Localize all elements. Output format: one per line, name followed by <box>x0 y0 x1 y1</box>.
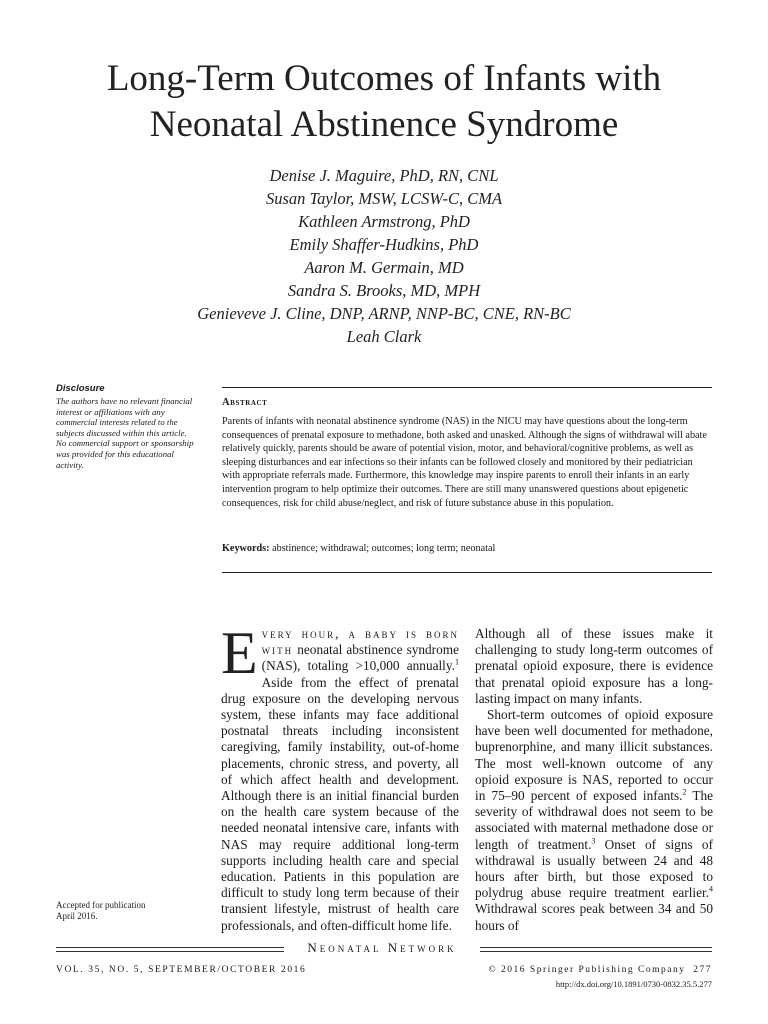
title-line-1: Long-Term Outcomes of Infants with <box>106 58 662 99</box>
disclosure-text-2: No commercial support or sponsorship was provided for this educational activity. <box>56 438 194 470</box>
author: Aaron M. Germain, MD <box>304 258 464 277</box>
abstract-heading: Abstract <box>222 397 268 408</box>
paragraph-text: neonatal abstinence syndrome (NAS), totaling >10,000 annually. <box>261 642 460 674</box>
reference-marker: 1 <box>455 657 459 667</box>
accepted-line-1: Accepted for publication <box>56 900 146 910</box>
keywords <box>222 543 712 554</box>
copyright-line <box>488 965 712 975</box>
author: Genieveve J. Cline, DNP, ARNP, NNP-BC, CNE, RN-BC <box>197 304 571 323</box>
author: Sandra S. Brooks, MD, MPH <box>287 281 481 300</box>
abstract-top-rule <box>222 387 712 388</box>
journal-name: Neonatal Network <box>307 940 457 955</box>
abstract-text: Parents of infants with neonatal abstinence syndrome (NAS) in the NICU may have questions about the long-term consequences of prenatal exposure to methadone, both asked and unasked. Although the signs of withdrawal will abate relatively quickly, parents should be aware of potential vision, motor, and behavioral/cognitive problems, as well as sleeping disturbances and ear infections so their infants can be followed closely and monitored by their pediatrician with appropriate referrals made. Furthermore, this knowledge may inspire parents to enroll their infants in an early intervention program to help optimize their outcomes. There are still many unanswered questions about epigenetic consequences, risk for child abuse/neglect, and risk of future substance abuse in this population. <box>222 416 707 509</box>
accepted-line-2: April 2016. <box>56 910 98 921</box>
body-column-left <box>221 620 460 934</box>
lead-in-small-caps: very hour, a baby is born with <box>261 626 459 658</box>
title-line-2: Neonatal Abstinence Syndrome <box>149 104 619 145</box>
author: Leah Clark <box>346 327 422 346</box>
accepted-note <box>56 900 206 921</box>
body-paragraph: Although all of these issues make it challenging to study long-term outcomes of prenatal opioid exposure, there is evidence that prenatal opioid exposure has a long-lasting impact on many infants. <box>475 626 713 706</box>
reference-marker: 2 <box>682 787 687 797</box>
author: Emily Shaffer-Hudkins, PhD <box>289 235 479 254</box>
footer-rule-left <box>56 947 284 952</box>
page-number: 277 <box>693 965 712 975</box>
disclosure-sidebar <box>56 383 198 470</box>
author: Kathleen Armstrong, PhD <box>298 212 470 231</box>
disclosure-text-1: The authors have no relevant financial interest or affiliations with any commercial interests related to the subjects discussed within this article. <box>56 396 193 438</box>
body-paragraph <box>475 707 713 934</box>
disclosure-text <box>56 396 198 470</box>
keywords-label: Keywords: <box>222 543 270 554</box>
paragraph-text: Short-term outcomes of opioid exposure have been well documented for methadone, buprenorphine, and many illicit substances. The most well-known outcome of any opioid exposure is NAS, reported to occur in 75–90 percent of exposed infants. <box>475 707 713 804</box>
author-list <box>100 164 668 348</box>
keywords-list: abstinence; withdrawal; outcomes; long term; neonatal <box>272 543 496 554</box>
paragraph-text: Withdrawal scores peak between 34 and 50 hours of <box>475 901 713 933</box>
body-paragraph <box>221 620 460 934</box>
body-column-right <box>475 626 713 934</box>
author: Susan Taylor, MSW, LCSW-C, CMA <box>265 189 503 208</box>
disclosure-heading: Disclosure <box>56 383 105 394</box>
paragraph-text: Onset of signs of withdrawal is usually between 24 and 48 hours after birth, but those exposed to polydrug abuse require treatment earlier. <box>475 836 713 901</box>
abstract-bottom-rule <box>222 572 712 573</box>
reference-marker: 4 <box>709 884 713 894</box>
doi-link[interactable]: http://dx.doi.org/10.1891/0730-0832.35.5.277 <box>555 979 712 989</box>
author: Denise J. Maguire, PhD, RN, CNL <box>269 166 499 185</box>
footer-rule-right <box>480 947 712 952</box>
reference-marker: 3 <box>591 836 596 846</box>
copyright-text: © 2016 Springer Publishing Company <box>488 965 686 975</box>
article-title <box>40 56 728 148</box>
paragraph-text: The severity of withdrawal does not seem to be associated with maternal methadone dose or length of treatment. <box>475 788 713 852</box>
volume-issue: VOL. 35, NO. 5, SEPTEMBER/OCTOBER 2016 <box>56 965 307 975</box>
drop-cap: E <box>221 620 258 686</box>
paragraph-text: Aside from the effect of prenatal drug exposure on the developing nervous system, these infants may face additional postnatal threats including inconsistent caregiving, family instability, out-of-home placements, chronic stress, and poverty, all of which affect health and development. Although there is an initial financial burden on the health care system because of the needed neonatal intensive care, infants with NAS may require additional long-term supports including health care and special education. Patients in this population are difficult to study long term because of their transient lifestyle, mistrust of health care professionals, and often-difficult home life. <box>221 674 459 933</box>
